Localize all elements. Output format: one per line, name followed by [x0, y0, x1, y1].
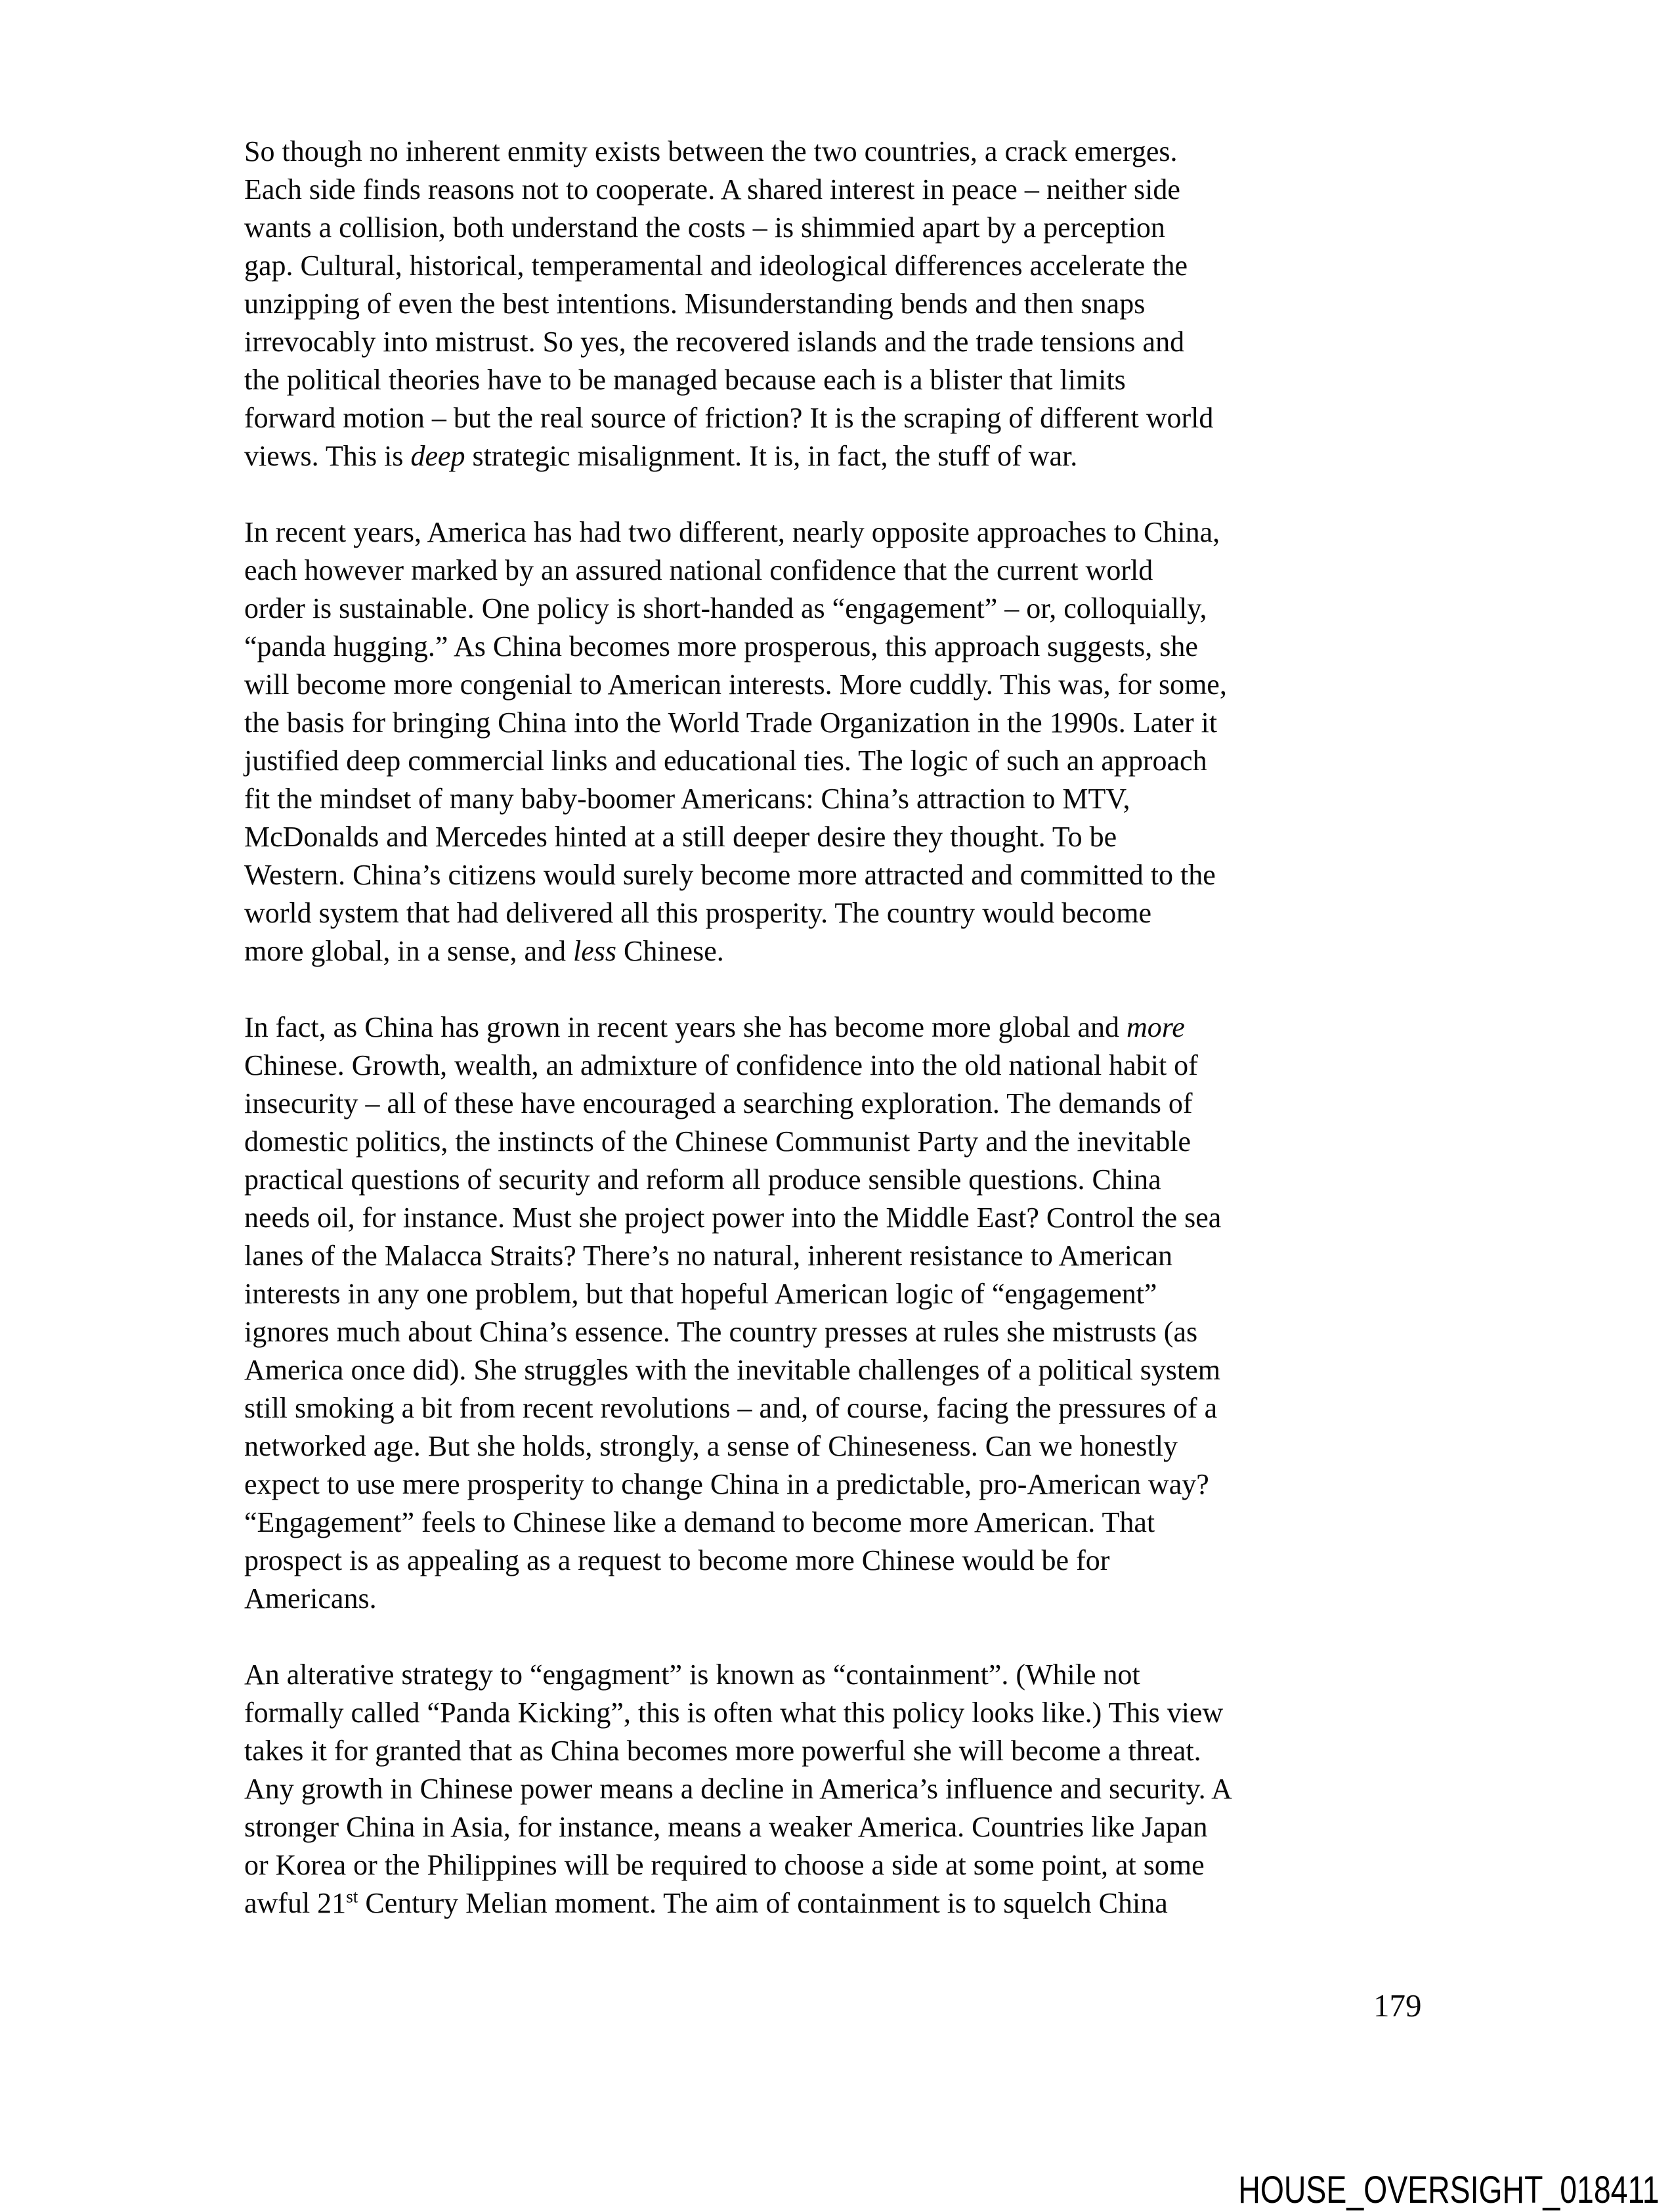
text-line: fit the mindset of many baby-boomer Americans: China’s attraction to MTV, [244, 783, 1130, 815]
paragraph [244, 513, 1478, 970]
text-line: America once did). She struggles with the inevitable challenges of a political system [244, 1354, 1221, 1386]
text-line: insecurity – all of these have encouraged a searching exploration. The demands of [244, 1087, 1193, 1119]
text-line: prospect is as appealing as a request to become more Chinese would be for [244, 1544, 1110, 1576]
text-line: awful 21st Century Melian moment. The aim of containment is to squelch China [244, 1886, 1168, 1919]
text-line: forward motion – but the real source of friction? It is the scraping of different world [244, 402, 1214, 434]
text-line: the political theories have to be managed because each is a blister that limits [244, 364, 1126, 396]
text-line: each however marked by an assured national confidence that the current world [244, 554, 1153, 586]
text-line: justified deep commercial links and educational ties. The logic of such an approach [244, 745, 1207, 777]
text-line: “panda hugging.” As China becomes more prosperous, this approach suggests, she [244, 630, 1198, 662]
text-line: stronger China in Asia, for instance, means a weaker America. Countries like Japan [244, 1811, 1208, 1843]
paragraph [244, 1008, 1478, 1618]
text-line: world system that had delivered all this prosperity. The country would become [244, 897, 1152, 929]
text-line: unzipping of even the best intentions. Misunderstanding bends and then snaps [244, 288, 1146, 320]
text-line: takes it for granted that as China becomes more powerful she will become a threat. [244, 1735, 1201, 1767]
text-line: will become more congenial to American interests. More cuddly. This was, for some, [244, 668, 1227, 701]
text-line: views. This is deep strategic misalignment. It is, in fact, the stuff of war. [244, 440, 1078, 472]
text-line: networked age. But she holds, strongly, a sense of Chineseness. Can we honestly [244, 1430, 1178, 1462]
text-line: the basis for bringing China into the World Trade Organization in the 1990s. Later it [244, 706, 1218, 739]
text-line: McDonalds and Mercedes hinted at a still deeper desire they thought. To be [244, 821, 1117, 853]
text-line: In fact, as China has grown in recent years she has become more global and more [244, 1011, 1185, 1043]
text-line: still smoking a bit from recent revolutions – and, of course, facing the pressures of a [244, 1392, 1218, 1424]
text-line: gap. Cultural, historical, temperamental and ideological differences accelerate the [244, 249, 1188, 282]
text-line: In recent years, America has had two different, nearly opposite approaches to China, [244, 516, 1220, 548]
paragraph [244, 133, 1478, 475]
paragraph [244, 1656, 1478, 1922]
emphasized-text: deep [410, 440, 465, 472]
text-line: needs oil, for instance. Must she project power into the Middle East? Control the sea [244, 1202, 1222, 1234]
superscript-text: st [346, 1886, 358, 1907]
text-line: more global, in a sense, and less Chinese. [244, 935, 724, 967]
text-line: or Korea or the Philippines will be required to choose a side at some point, at some [244, 1849, 1205, 1881]
text-line: Chinese. Growth, wealth, an admixture of confidence into the old national habit of [244, 1049, 1198, 1081]
bates-stamp: HOUSE_OVERSIGHT_018411 [1238, 2169, 1660, 2212]
text-line: Western. China’s citizens would surely become more attracted and committed to the [244, 859, 1216, 891]
page-number: 179 [1373, 1987, 1422, 2024]
text-line: lanes of the Malacca Straits? There’s no natural, inherent resistance to American [244, 1240, 1172, 1272]
text-line: expect to use mere prosperity to change China in a predictable, pro-American way? [244, 1468, 1209, 1500]
text-line: “Engagement” feels to Chinese like a demand to become more American. That [244, 1506, 1155, 1538]
text-line: wants a collision, both understand the costs – is shimmied apart by a perception [244, 211, 1165, 244]
text-line: Any growth in Chinese power means a decline in America’s influence and security. A [244, 1773, 1232, 1805]
text-line: ignores much about China’s essence. The country presses at rules she mistrusts (as [244, 1316, 1198, 1348]
emphasized-text: more [1126, 1011, 1185, 1043]
text-line: Each side finds reasons not to cooperate. A shared interest in peace – neither side [244, 173, 1180, 206]
body-text [244, 133, 1478, 1961]
text-line: interests in any one problem, but that hopeful American logic of “engagement” [244, 1278, 1157, 1310]
text-line: practical questions of security and reform all produce sensible questions. China [244, 1163, 1161, 1196]
text-line: Americans. [244, 1582, 377, 1615]
text-line: So though no inherent enmity exists between the two countries, a crack emerges. [244, 135, 1178, 167]
text-line: formally called “Panda Kicking”, this is often what this policy looks like.) This view [244, 1697, 1224, 1729]
text-line: irrevocably into mistrust. So yes, the recovered islands and the trade tensions and [244, 326, 1185, 358]
text-line: domestic politics, the instincts of the Chinese Communist Party and the inevitable [244, 1125, 1191, 1158]
emphasized-text: less [572, 935, 616, 967]
text-line: order is sustainable. One policy is short-handed as “engagement” – or, colloquially, [244, 592, 1207, 624]
text-line: An alterative strategy to “engagment” is known as “containment”. (While not [244, 1659, 1140, 1691]
